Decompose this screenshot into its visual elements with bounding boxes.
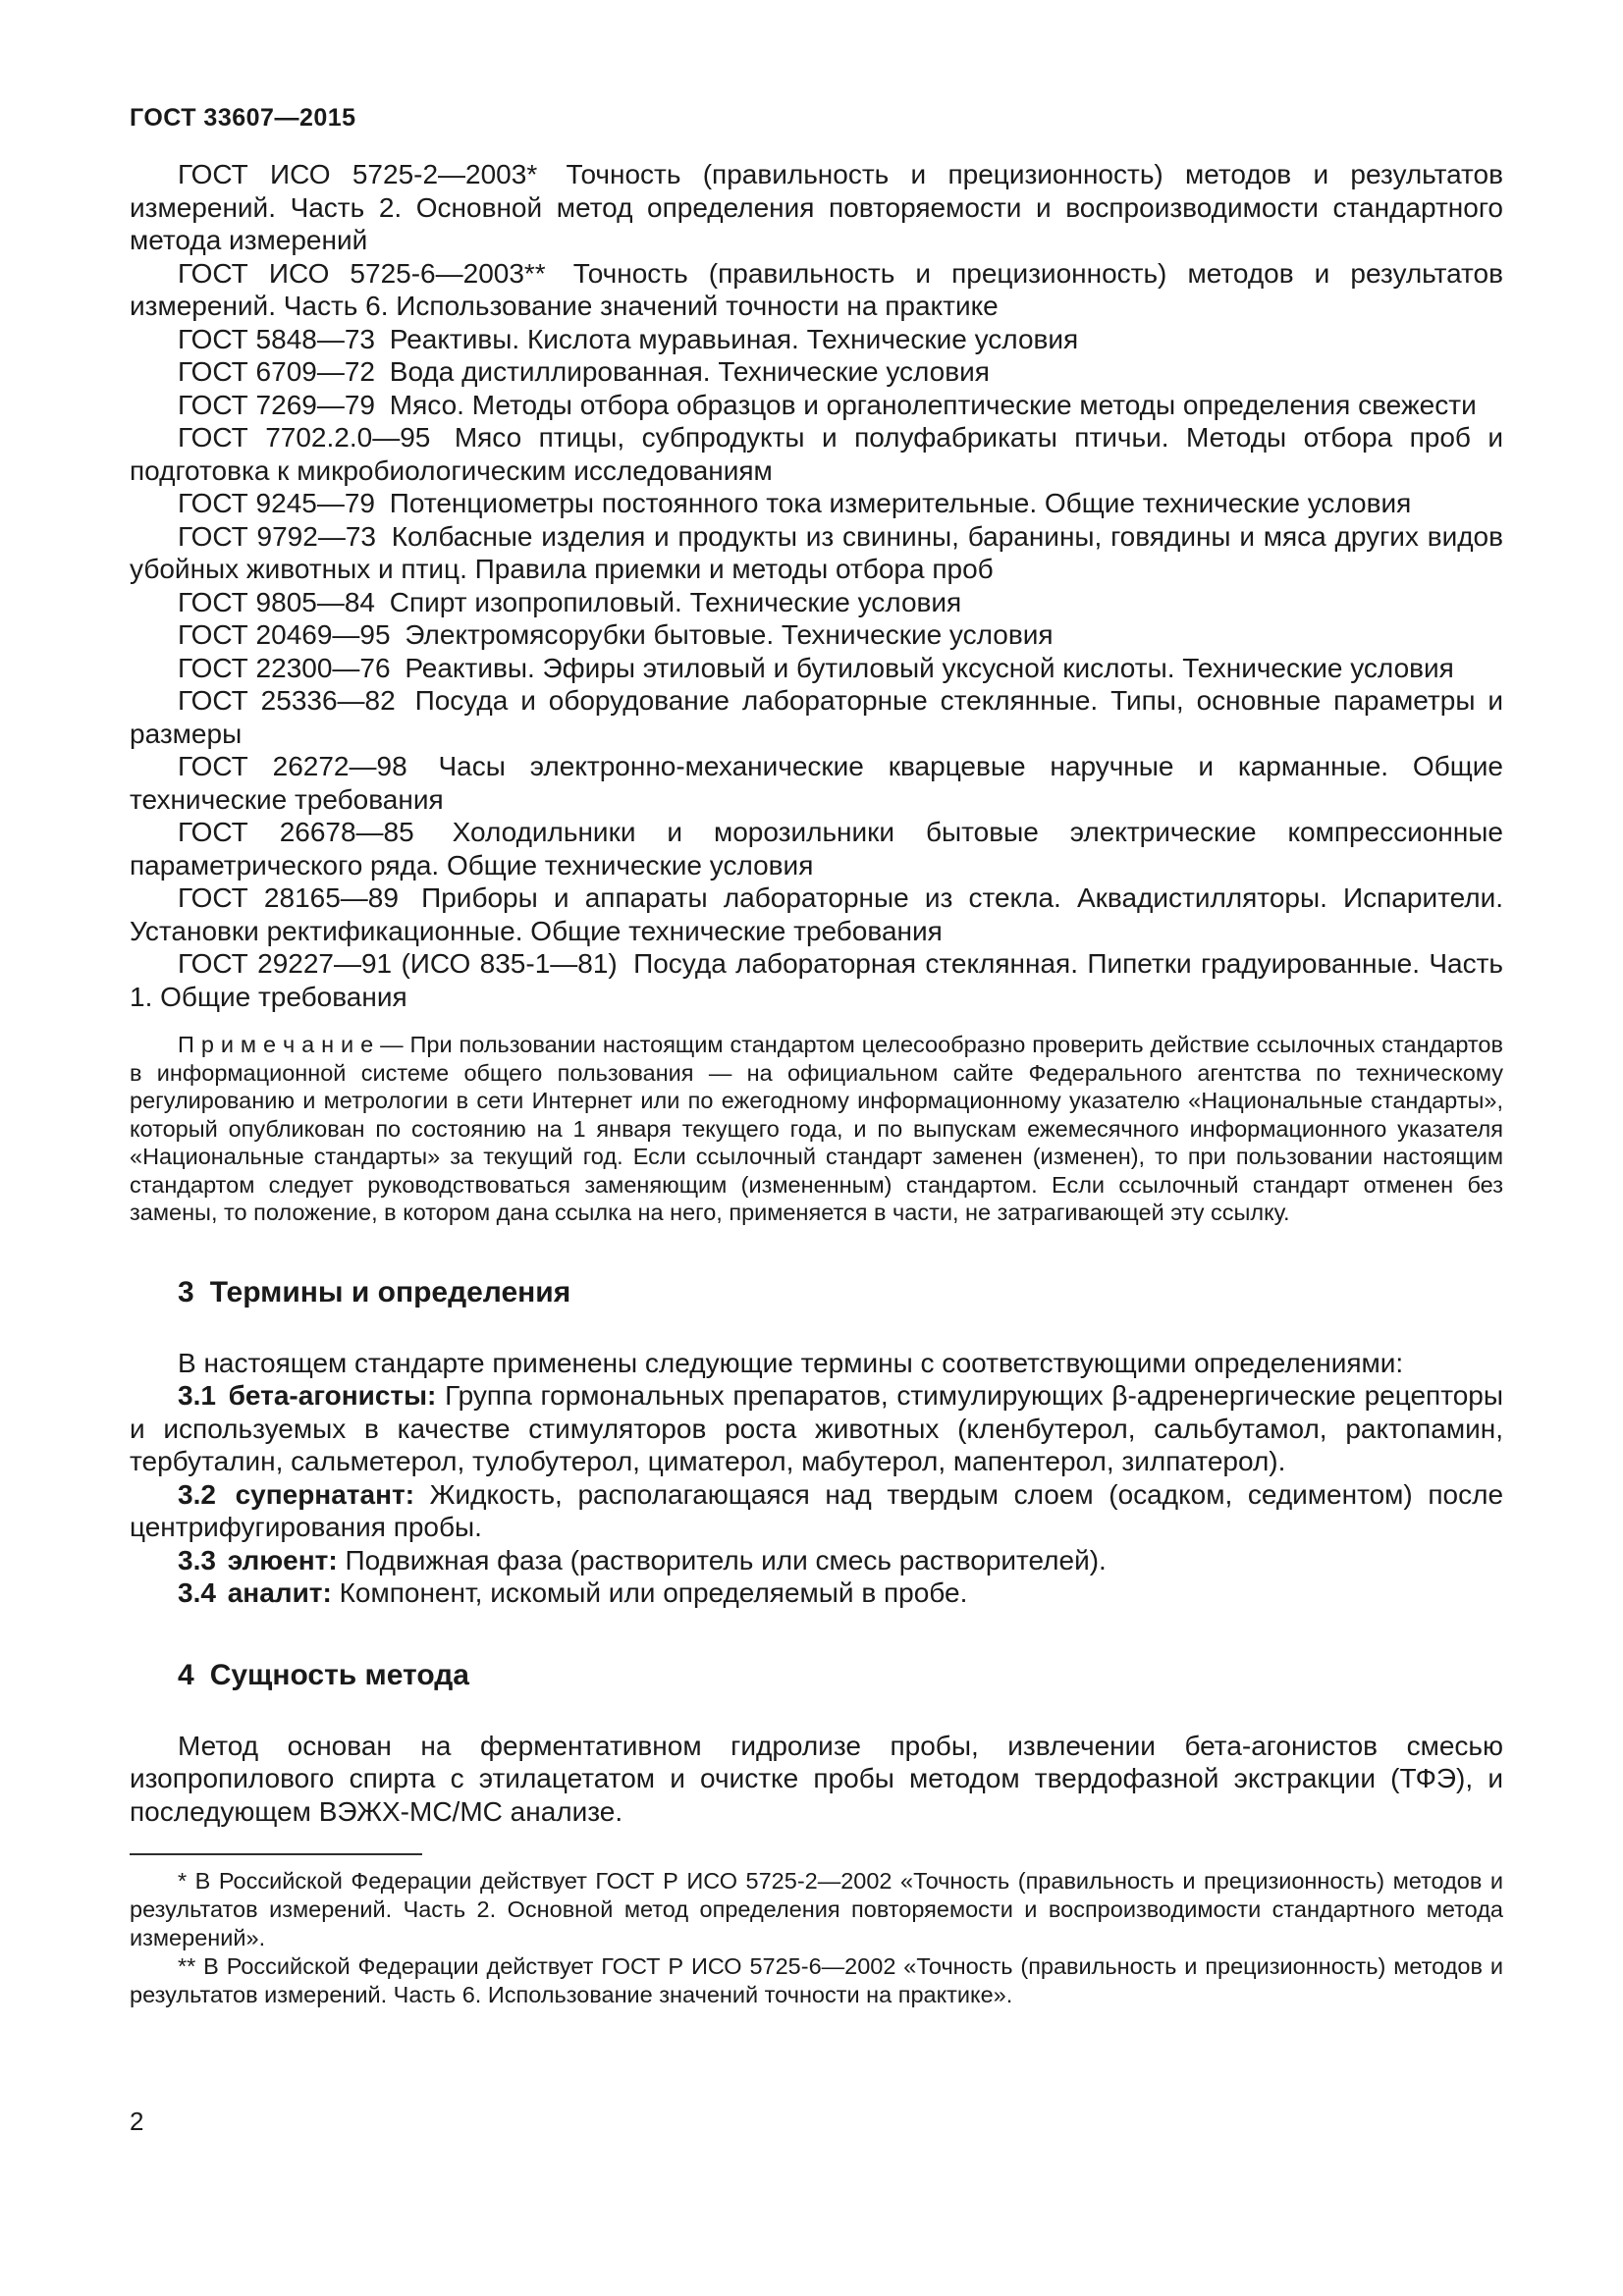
term-definition-text: Компонент, искомый или определяемый в пробе. <box>339 1577 968 1608</box>
reference-code: ГОСТ 9792—73 <box>178 520 376 552</box>
reference-code: ГОСТ 9805—84 <box>178 586 375 617</box>
reference-item <box>130 750 1503 816</box>
reference-title: Холодильники и морозильники бытовые электрические компрессионные параметрического ряда. Общие технические условия <box>130 817 1503 881</box>
term-definition-text: Жидкость, располагающаяся над твердым слоем (осадком, седиментом) после центрифугирования пробы. <box>130 1478 1504 1542</box>
reference-code: ГОСТ 25336—82 <box>178 685 396 716</box>
reference-code: ГОСТ 26678—85 <box>178 817 414 847</box>
reference-code: ГОСТ 7702.2.0—95 <box>178 422 431 453</box>
references-section <box>130 158 1503 1013</box>
term-name: супернатант: <box>235 1478 415 1510</box>
reference-item <box>130 618 1503 652</box>
reference-item <box>130 257 1503 323</box>
section-4-number: 4 <box>178 1658 194 1691</box>
reference-title: Колбасные изделия и продукты из свинины, баранины, говядины и мяса других видов убойных животных и птиц. Правила приемки и методы отбора проб <box>130 520 1503 584</box>
reference-title: Вода дистиллированная. Технические условия <box>389 356 990 387</box>
term-name: аналит: <box>227 1577 332 1608</box>
reference-item <box>130 586 1503 619</box>
footnote-1: * В Российской Федерации действует ГОСТ Р ИСО 5725-2—2002 «Точность (правильность и прецизионность) методов и результатов измерений. Часть 2. Основной метод определения повторяемости и воспроизводимости стандартного метода измерений». <box>130 1868 1503 1950</box>
reference-title: Точность (правильность и прецизионность) методов и результатов измерений. Часть 2. Основной метод определения повторяемости и воспроизводимости стандартного метода измерений <box>130 159 1504 255</box>
reference-item <box>130 323 1503 356</box>
term-definition-text: Подвижная фаза (растворитель или смесь растворителей). <box>345 1544 1107 1575</box>
reference-code: ГОСТ 29227—91 (ИСО 835-1—81) <box>178 948 618 979</box>
term-definition-text: Группа гормональных препаратов, стимулирующих β-адренергические рецепторы и используемых в качестве стимуляторов роста животных (кленбутерол, сальбутамол, рактопамин, тербуталин, сальметерол, тулобутерол, циматерол, мабутерол, мапентерол, зилпатерол). <box>130 1380 1504 1476</box>
reference-item <box>130 421 1503 487</box>
method-essence-paragraph: Метод основан на ферментативном гидролизе пробы, извлечении бета-агонистов смесью изопропилового спирта с этилацетатом и очистке пробы методом твердофазной экстракции (ТФЭ), и последующем ВЭЖХ-МС/МС анализе. <box>130 1730 1503 1827</box>
reference-title: Спирт изопропиловый. Технические условия <box>389 586 962 617</box>
section-4-title: Сущность метода <box>209 1658 469 1691</box>
reference-code: ГОСТ 7269—79 <box>178 389 375 420</box>
document-header <box>130 104 1503 133</box>
reference-code: ГОСТ 6709—72 <box>178 356 375 387</box>
reference-item <box>130 158 1503 257</box>
reference-code: ГОСТ ИСО 5725-6—2003** <box>178 257 546 289</box>
term-number: 3.3 <box>178 1544 216 1575</box>
reference-title: Электромясорубки бытовые. Технические условия <box>405 619 1054 650</box>
reference-code: ГОСТ 20469—95 <box>178 619 391 650</box>
reference-item <box>130 487 1503 520</box>
reference-title: Посуда и оборудование лабораторные стеклянные. Типы, основные параметры и размеры <box>130 685 1503 749</box>
reference-item <box>130 355 1503 389</box>
reference-item <box>130 684 1503 750</box>
term-number: 3.2 <box>178 1478 216 1510</box>
reference-code: ГОСТ 9245—79 <box>178 488 375 518</box>
footnotes-block <box>130 1853 1503 2009</box>
reference-title: Точность (правильность и прецизионность) методов и результатов измерений. Часть 6. Использование значений точности на практике <box>130 257 1503 321</box>
term-definition-3-4 <box>130 1576 1503 1610</box>
references-list <box>130 158 1503 1013</box>
reference-title: Приборы и аппараты лабораторные из стекла. Аквадистилляторы. Испарители. Установки ректификационные. Общие технические требования <box>130 882 1504 946</box>
section-4-heading <box>130 1659 1503 1692</box>
footnote-rule <box>130 1853 422 1855</box>
reference-title: Реактивы. Эфиры этиловый и бутиловый уксусной кислоты. Технические условия <box>405 652 1454 683</box>
reference-title: Потенциометры постоянного тока измерительные. Общие технические условия <box>389 488 1412 518</box>
reference-item <box>130 389 1503 422</box>
reference-item <box>130 520 1503 586</box>
reference-code: ГОСТ 26272—98 <box>178 751 407 781</box>
reference-code: ГОСТ 28165—89 <box>178 882 399 913</box>
term-number: 3.1 <box>178 1380 216 1411</box>
reference-title: Реактивы. Кислота муравьиная. Технические условия <box>389 323 1079 354</box>
reference-item <box>130 947 1503 1013</box>
reference-item <box>130 881 1503 947</box>
reference-code: ГОСТ 22300—76 <box>178 652 391 683</box>
terms-intro-paragraph: В настоящем стандарте применены следующие термины с соответствующими определениями: <box>178 1347 1404 1378</box>
standard-number: ГОСТ 33607—2015 <box>130 104 356 132</box>
reference-item <box>130 816 1503 881</box>
term-definition-3-2 <box>130 1478 1503 1544</box>
reference-title: Посуда лабораторная стеклянная. Пипетки градуированные. Часть 1. Общие требования <box>130 948 1503 1012</box>
reference-code: ГОСТ ИСО 5725-2—2003* <box>178 159 538 189</box>
section-3-number: 3 <box>178 1275 194 1308</box>
term-name: элюент: <box>227 1544 338 1575</box>
reference-item <box>130 652 1503 685</box>
page-number: 2 <box>130 2107 144 2136</box>
term-name: бета-агонисты: <box>228 1380 437 1411</box>
term-definition-3-1 <box>130 1379 1503 1478</box>
reference-title: Часы электронно-механические кварцевые наручные и карманные. Общие технические требования <box>130 751 1503 815</box>
term-definition-3-3 <box>130 1544 1503 1577</box>
note-paragraph: П р и м е ч а н и е — При пользовании настоящим стандартом целесообразно проверить действие ссылочных стандартов в информационной системе общего пользования — на официальном сайте Федерального агентства по техническому регулированию и метрологии в сети Интернет или по ежегодному информационному указателю «Национальные стандарты», который опубликован по состоянию на 1 января текущего года, и по выпускам ежемесячного информационного указателя «Национальные стандарты» за текущий год. Если ссылочный стандарт заменен (изменен), то при пользовании настоящим стандартом следует руководствоваться заменяющим (измененным) стандартом. Если ссылочный стандарт отменен без замены, то положение, в котором дана ссылка на него, применяется в части, не затрагивающей эту ссылку. <box>130 1032 1503 1225</box>
reference-code: ГОСТ 5848—73 <box>178 323 375 354</box>
section-3-title: Термины и определения <box>209 1275 571 1308</box>
term-number: 3.4 <box>178 1577 216 1608</box>
section-3-heading <box>130 1276 1503 1309</box>
footnote-2: ** В Российской Федерации действует ГОСТ Р ИСО 5725-6—2002 «Точность (правильность и прецизионность) методов и результатов измерений. Часть 6. Использование значений точности на практике». <box>130 1953 1503 2007</box>
reference-title: Мясо. Методы отбора образцов и органолептические методы определения свежести <box>389 389 1477 420</box>
reference-title: Мясо птицы, субпродукты и полуфабрикаты птичьи. Методы отбора проб и подготовка к микробиологическим исследованиям <box>130 422 1504 486</box>
